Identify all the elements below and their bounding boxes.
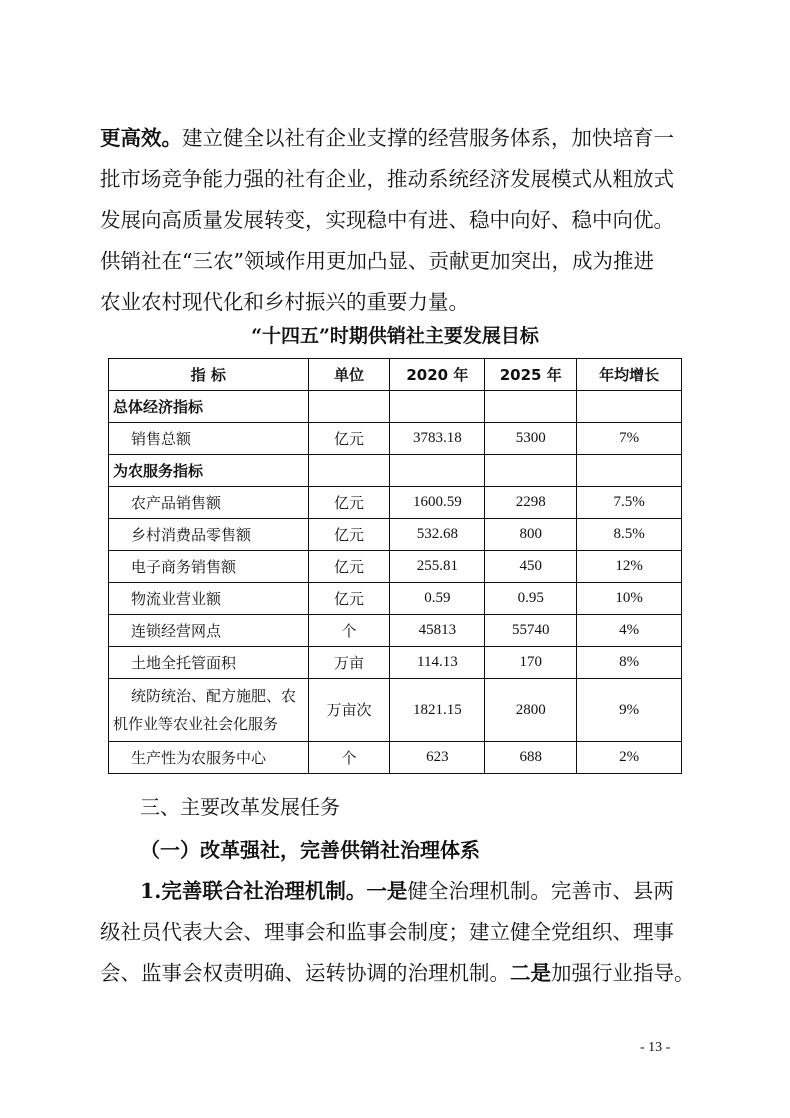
annual-growth: 7.5%	[577, 487, 682, 519]
item-title: 1.完善联合社治理机制。	[140, 879, 367, 903]
table-row	[109, 615, 682, 647]
section-label: 为农服务指标	[109, 455, 309, 487]
indicator-name: 生产性为农服务中心	[109, 742, 309, 774]
value-2020: 1821.15	[390, 679, 485, 742]
empty-cell	[577, 391, 682, 423]
empty-cell	[485, 391, 577, 423]
value-2025: 0.95	[485, 583, 577, 615]
table-row	[109, 583, 682, 615]
annual-growth: 7%	[577, 423, 682, 455]
reform-line-1-text: 健全治理机制。完善市、县两	[407, 879, 674, 903]
header-growth: 年均增长	[577, 359, 682, 391]
section-heading: 三、主要改革发展任务	[140, 795, 340, 819]
value-2025: 688	[485, 742, 577, 774]
development-targets-table	[108, 358, 682, 774]
value-2020: 255.81	[390, 551, 485, 583]
table-row	[109, 679, 682, 742]
first-point-label: 一是	[366, 879, 408, 903]
value-2020: 1600.59	[390, 487, 485, 519]
empty-cell	[577, 455, 682, 487]
annual-growth: 12%	[577, 551, 682, 583]
intro-line-4: 供销社在“三农”领域作用更加凸显、贡献更加突出，成为推进	[100, 249, 654, 273]
indicator-name-line-1: 统防统治、配方施肥、农	[131, 687, 297, 705]
indicator-name: 乡村消费品零售额	[109, 519, 309, 551]
value-2025: 800	[485, 519, 577, 551]
value-2020: 45813	[390, 615, 485, 647]
annual-growth: 2%	[577, 742, 682, 774]
indicator-unit: 亿元	[308, 583, 390, 615]
value-2020: 3783.18	[390, 423, 485, 455]
reform-paragraph	[100, 871, 695, 994]
annual-growth: 4%	[577, 615, 682, 647]
annual-growth: 8%	[577, 647, 682, 679]
table-header-row	[109, 359, 682, 391]
annual-growth: 9%	[577, 679, 682, 742]
value-2025: 55740	[485, 615, 577, 647]
reform-line-3	[100, 953, 695, 994]
table-row	[109, 742, 682, 774]
indicator-name-line-2: 机作业等农业社会化服务	[113, 715, 279, 733]
indicator-name: 农产品销售额	[109, 487, 309, 519]
value-2025: 2298	[485, 487, 577, 519]
second-point-label: 二是	[510, 961, 551, 985]
indicator-name: 物流业营业额	[109, 583, 309, 615]
value-2020: 114.13	[390, 647, 485, 679]
indicator-unit: 万亩次	[308, 679, 390, 742]
empty-cell	[485, 455, 577, 487]
indicator-name: 土地全托管面积	[109, 647, 309, 679]
section-row	[109, 455, 682, 487]
intro-line-1	[100, 118, 690, 159]
indicator-unit: 个	[308, 742, 390, 774]
value-2020: 0.59	[390, 583, 485, 615]
indicator-unit: 个	[308, 615, 390, 647]
value-2025: 450	[485, 551, 577, 583]
section-label: 总体经济指标	[109, 391, 309, 423]
page-number: - 13 -	[640, 1040, 671, 1055]
table-row	[109, 647, 682, 679]
indicator-unit: 亿元	[308, 551, 390, 583]
intro-line-2: 批市场竞争能力强的社有企业，推动系统经济发展模式从粗放式	[100, 167, 674, 191]
indicator-name: 销售总额	[109, 423, 309, 455]
header-unit: 单位	[308, 359, 390, 391]
reform-line-3-text-a: 会、监事会权责明确、运转协调的治理机制。	[100, 961, 510, 985]
section-row	[109, 391, 682, 423]
empty-cell	[308, 455, 390, 487]
annual-growth: 8.5%	[577, 519, 682, 551]
table-row	[109, 519, 682, 551]
value-2025: 170	[485, 647, 577, 679]
intro-paragraph	[100, 118, 690, 323]
intro-line-5: 农业农村现代化和乡村振兴的重要力量。	[100, 290, 469, 314]
empty-cell	[390, 455, 485, 487]
table-row	[109, 487, 682, 519]
indicator-name: 连锁经营网点	[109, 615, 309, 647]
reform-line-3-text-b: 加强行业指导。	[551, 961, 695, 985]
indicator-name	[109, 679, 309, 742]
empty-cell	[390, 391, 485, 423]
subsection-heading: （一）改革强社，完善供销社治理体系	[140, 838, 480, 862]
indicator-unit: 亿元	[308, 487, 390, 519]
value-2020: 532.68	[390, 519, 485, 551]
intro-line-3: 发展向高质量发展转变，实现稳中有进、稳中向好、稳中向优。	[100, 208, 674, 232]
indicator-unit: 亿元	[308, 519, 390, 551]
header-indicator: 指 标	[109, 359, 309, 391]
empty-cell	[308, 391, 390, 423]
indicator-unit: 万亩	[308, 647, 390, 679]
indicator-unit: 亿元	[308, 423, 390, 455]
intro-line-1-text: 建立健全以社有企业支撑的经营服务体系，加快培育一	[182, 126, 674, 150]
table-title: “十四五”时期供销社主要发展目标	[251, 325, 539, 347]
annual-growth: 10%	[577, 583, 682, 615]
reform-line-1	[100, 871, 690, 912]
header-2020: 2020 年	[390, 359, 485, 391]
indicator-name: 电子商务销售额	[109, 551, 309, 583]
value-2025: 2800	[485, 679, 577, 742]
reform-line-2: 级社员代表大会、理事会和监事会制度；建立健全党组织、理事	[100, 920, 674, 944]
header-2025: 2025 年	[485, 359, 577, 391]
value-2020: 623	[390, 742, 485, 774]
table-row	[109, 423, 682, 455]
value-2025: 5300	[485, 423, 577, 455]
intro-bold-lead: 更高效。	[100, 126, 182, 150]
table-row	[109, 551, 682, 583]
